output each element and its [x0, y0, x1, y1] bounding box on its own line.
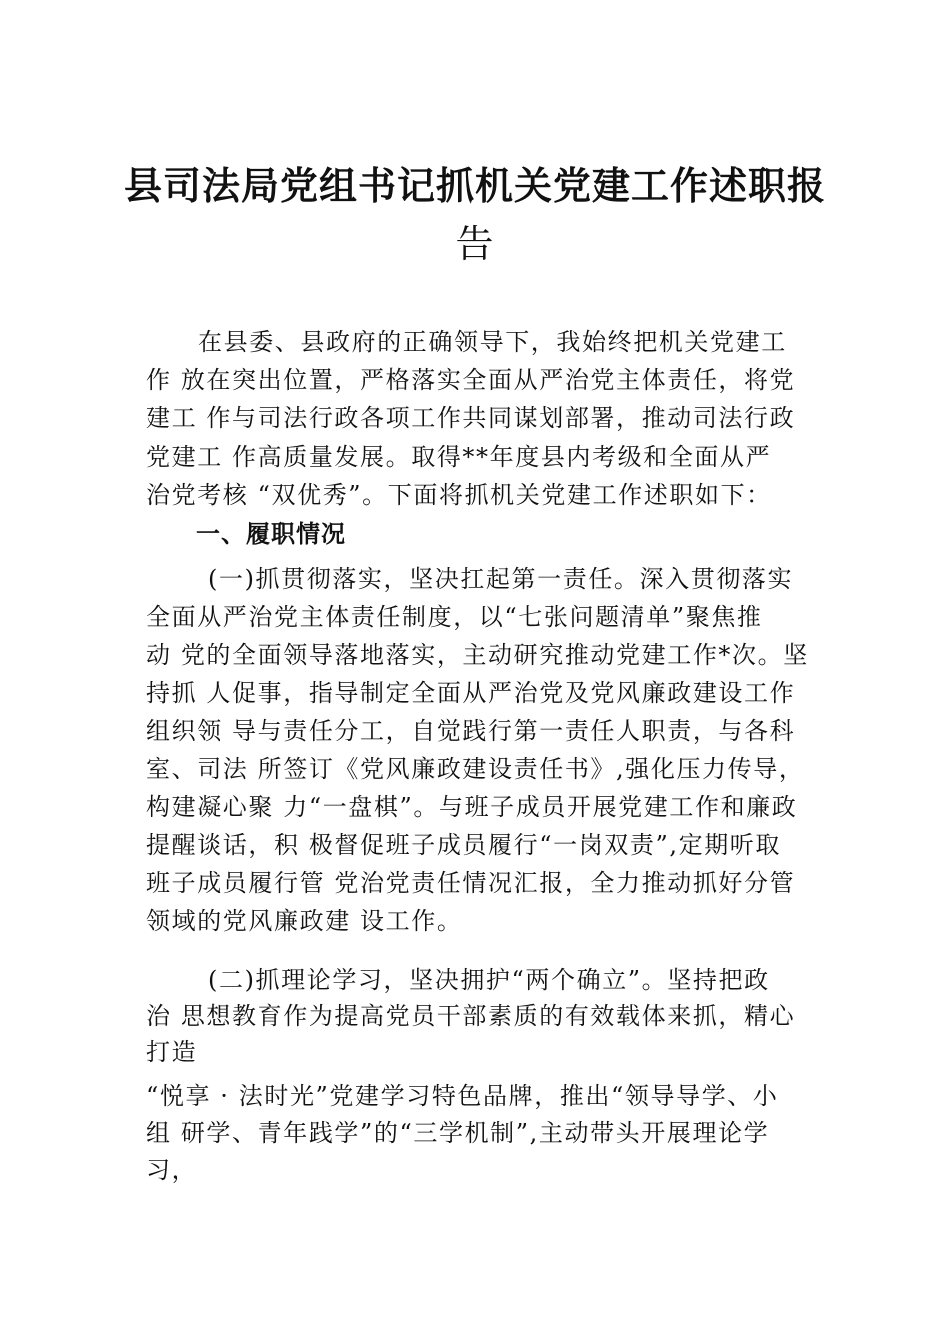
body-line: (一)抓贯彻落实，坚决扛起第一责任。深入贯彻落实: [208, 565, 794, 593]
body-line: 在县委、县政府的正确领导下，我始终把机关党建工: [198, 328, 787, 356]
body-line: 打造: [146, 1038, 198, 1066]
body-line: 持抓 人促事，指导制定全面从严治党及党风廉政建设工作: [146, 679, 796, 707]
body-line: 室、司法 所签订《党风廉政建设责任书》,强化压力传导，: [146, 755, 805, 783]
body-line: 治党考核 “双优秀”。下面将抓机关党建工作述职如下：: [146, 481, 772, 509]
body-line: 习，: [146, 1156, 198, 1184]
body-line: 党建工 作高质量发展。取得**年度县内考级和全面从严: [146, 443, 772, 471]
body-line: “悦享 · 法时光”党建学习特色品牌，推出“领导导学、小: [146, 1082, 779, 1110]
body-line: (二)抓理论学习，坚决拥护“两个确立”。坚持把政: [208, 966, 770, 994]
body-line: 全面从严治党主体责任制度，以“七张问题清单”聚焦推: [146, 603, 763, 631]
body-line: 建工 作与司法行政各项工作共同谋划部署，推动司法行政: [146, 404, 796, 432]
body-line: 构建凝心聚 力“一盘棋”。与班子成员开展党建工作和廉政: [146, 793, 798, 821]
body-line: 作 放在突出位置，严格落实全面从严治党主体责任，将党: [146, 366, 796, 394]
document-title-line-2: 告: [455, 222, 495, 266]
body-line: 班子成员履行管 党治党责任情况汇报，全力推动抓好分管: [146, 869, 796, 897]
body-line: 组织领 导与责任分工，自觉践行第一责任人职责，与各科: [146, 717, 796, 745]
section-heading: 一、履职情况: [196, 520, 346, 548]
document-title-line-1: 县司法局党组书记抓机关党建工作述职报: [123, 164, 826, 208]
body-line: 提醒谈话，积 极督促班子成员履行“一岗双责”,定期听取: [146, 831, 781, 859]
body-line: 组 研学、青年践学”的“三学机制”,主动带头开展理论学: [146, 1119, 770, 1147]
body-line: 动 党的全面领导落地落实，主动研究推动党建工作*次。坚: [146, 641, 809, 669]
body-line: 领域的党风廉政建 设工作。: [146, 907, 463, 935]
body-line: 治 思想教育作为提高党员干部素质的有效载体来抓，精心: [146, 1002, 796, 1030]
